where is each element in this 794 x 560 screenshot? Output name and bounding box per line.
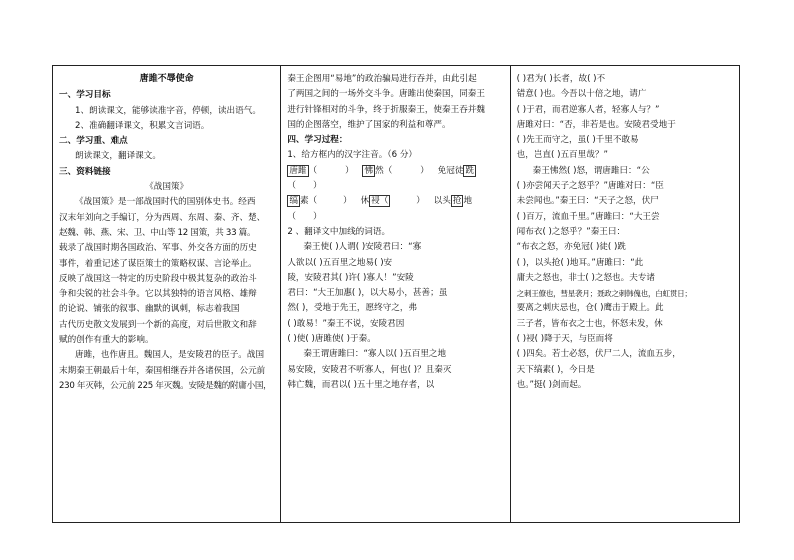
text-line: 陵，安陵君其( )许( )寡人！”安陵: [287, 272, 414, 283]
text-line: 韩亡魏，而君以( )五十里之地存者，以: [287, 379, 435, 390]
author-intro-cont: [287, 72, 503, 133]
text-line: 载录了战国时期各国政治、军事、外交各方面的历史: [59, 243, 257, 254]
translation-text-cont: [517, 72, 733, 393]
text-line: ( )先王而守之，虽( )千里不敢易: [516, 135, 639, 146]
text-line: ( )亦尝闻天子之怒乎？”唐雎对曰：“臣: [516, 181, 664, 192]
text-line: ( )于君，而君逆寡人者，轻寡人与？”: [516, 104, 660, 115]
text-line: ( )祲( )降于天，与臣而将: [516, 334, 613, 345]
text-line: 汉末年刘向之手编订，分为西周、东周、秦、齐、楚、: [59, 212, 266, 223]
boxed-char: 抢: [452, 196, 462, 207]
text-line: 唐雎对曰：“否，非若是也。安陵君受地于: [516, 119, 676, 130]
text-line: 唐雎，也作唐且。魏国人，是安陵君的臣子。战国: [75, 350, 265, 361]
text-line: 《战国策》是一部战国时代的国别体史书。经西: [75, 197, 256, 208]
worksheet-table: [52, 65, 740, 523]
text-line: ( )四矣。若士必怒，伏尸二人，流血五步，: [516, 349, 681, 360]
column-3: [511, 66, 739, 522]
column-2: [281, 66, 510, 522]
boxed-char: 祲（: [371, 196, 389, 207]
text-line: 君曰：“大王加惠( )，以大易小，甚善；虽: [287, 288, 448, 299]
task-1: 1、给方框内的汉字注音。（6 分）: [287, 150, 418, 161]
text-line: 国的企图落空，维护了国家的利益和尊严。: [287, 119, 451, 130]
text-line: “布衣之怒，亦免冠( )徒( )跣: [516, 242, 626, 253]
text-line: 末期秦王朝最后十年，秦国相继吞并各诸侯国，公元前: [59, 365, 266, 376]
section-1-heading: 一、学习目标: [59, 90, 111, 101]
page-title: 唐雎不辱使命: [139, 74, 194, 84]
text-line: 要离之刺庆忌也，仓( )鹰击于殿上。此: [516, 303, 664, 314]
text-line: 三子者，皆布衣之士也，怀怒未发，休: [516, 318, 663, 329]
section-4-heading: 四、学习过程：: [287, 135, 348, 146]
text-line: 进行针锋相对的斗争，终于折服秦王，使秦王吞并魏: [287, 104, 485, 115]
text-line: ( )百万，流血千里。”唐雎曰：“大王尝: [516, 211, 660, 222]
section-2-heading: 二、学习重、难点: [59, 136, 128, 147]
text-line: 的论说、铺张的叙事、幽默的讽刺，标志着我国: [59, 304, 240, 315]
text-line: 也，岂直( )五百里哉？”: [516, 150, 608, 161]
text-line: 也。”挺( )剑而起。: [516, 379, 587, 390]
text-line: 反映了战国这一特定的历史阶段中极其复杂的政治斗: [59, 273, 257, 284]
text-line: 秦王怫然( )怒，谓唐雎曰：“公: [532, 165, 650, 176]
text-line: 秦王企图用“易地”的政治骗局进行吞并，由此引起: [287, 74, 477, 84]
translation-text: [287, 240, 503, 393]
task-2: 2 、翻译文中加线的词语。: [287, 226, 391, 237]
boxed-char: 跣: [465, 165, 475, 176]
text-line: ( )君为( )长者，故( )不: [516, 74, 606, 84]
pinyin-blank: （ ）: [287, 181, 322, 192]
text-line: 易安陵，安陵君不听寡人，何也( )？且秦灭: [287, 364, 452, 375]
text-line: 230 年灭韩，公元前 225 年灭魏。安陵是魏的附庸小国，: [59, 380, 272, 391]
text-line: 争和尖锐的社会斗争。它以其独特的语言风格、雄辩: [59, 289, 257, 300]
text-line: 赵魏、韩、燕、宋、卫、中山等 12 国策，共 33 篇。: [59, 227, 256, 238]
goal-2: 2、准确翻译课文，积累文言词语。: [75, 120, 210, 131]
pinyin-row-2: 缟 素（ ） 休 祲（ ） 以头 抢 地: [289, 196, 473, 207]
text-line: ( )使( )唐雎使( )于秦。: [287, 334, 376, 345]
text-line: 秦王使( )人谓( )安陵君曰：“寡: [303, 242, 422, 253]
text-line: 错意( )也。今吾以十倍之地，请广: [516, 89, 647, 100]
boxed-char: 缟: [289, 196, 298, 207]
text-line: 秦王谓唐雎曰：“寡人以( )五百里之地: [303, 349, 447, 360]
text-line: 庸夫之怒也，非士( )之怒也。夫专诸: [516, 272, 656, 283]
text-line: 人欲以( )五百里之地易( )安: [287, 257, 393, 268]
text-line: 了两国之间的一场外交斗争。唐雎出使秦国，同秦王: [287, 89, 485, 100]
boxed-char: 唐雎: [289, 165, 307, 176]
text-line: 事件，着重记述了谋臣策士的策略权谋、言论举止。: [59, 258, 257, 269]
pinyin-blank: （ ）: [287, 211, 322, 222]
column-1: [53, 66, 281, 522]
boxed-char: 怫: [364, 165, 374, 176]
text-line: 未尝闻也。”秦王曰：“天子之怒，伏尸: [516, 196, 659, 207]
pinyin-row-1: 唐雎 （ ） 怫 然（ ） 免冠徒 跣: [289, 165, 475, 176]
text-line: 然( )，受地于先王，愿终守之，弗: [287, 303, 418, 314]
text-line: ( )，以头抢( )地耳。”唐雎曰：“此: [516, 257, 644, 268]
text-line: 之刺王僚也，彗星袭月；聂政之刺韩傀也，白虹贯日；: [516, 289, 692, 299]
goal-1: 1、朗读课文，能够读准字音，停顿，读出语气。: [75, 105, 261, 116]
text-line: 古代历史散文发展到一个新的高度，对后世散文和辞: [59, 319, 257, 330]
book-intro: [59, 195, 274, 348]
text-line: 赋的创作有重大的影响。: [59, 335, 154, 346]
text-line: ( )敢易！”秦王不说，安陵君因: [287, 318, 405, 329]
key-points: 朗读课文，翻译课文。: [75, 151, 161, 162]
text-line: 闻布衣( )之怒乎？”秦王曰：: [516, 226, 626, 237]
author-intro: [59, 348, 274, 394]
section-3-heading: 三、资料链接: [59, 166, 111, 177]
text-line: 天下缟素( )，今日是: [516, 364, 595, 375]
book-title: 《战国策》: [145, 182, 189, 193]
